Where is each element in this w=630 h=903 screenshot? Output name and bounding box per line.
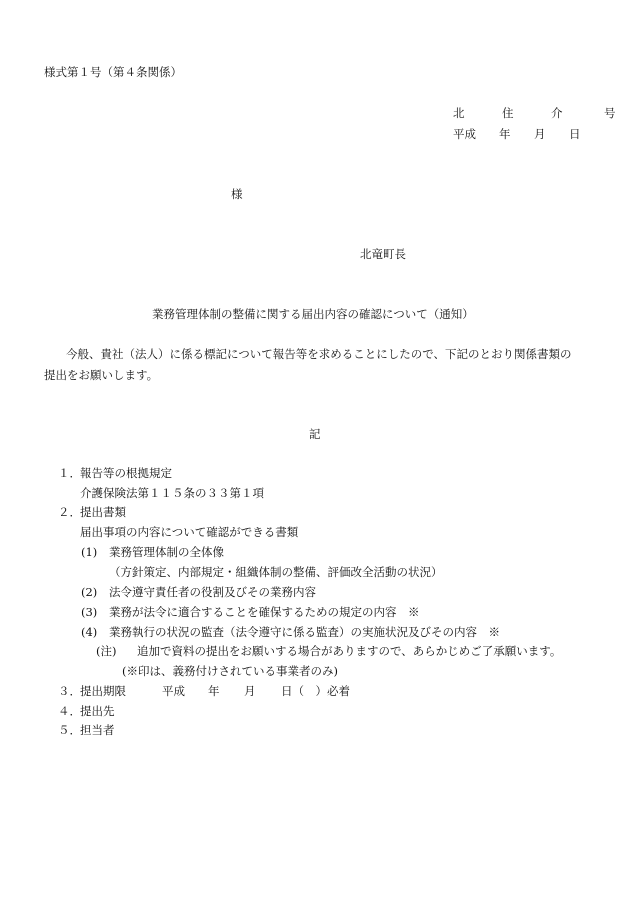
document-title: 業務管理体制の整備に関する届出内容の確認について（通知） [152,307,474,321]
doc-number-part: 介 [551,106,563,120]
deadline-part: 年 [208,684,220,698]
body-line-2: 提出をお願いします。 [44,368,159,382]
ki-heading: 記 [309,427,321,441]
item-3-label: 提出期限 [80,684,126,698]
deadline-part: 平成 [162,684,185,698]
note-asterisk: (※印は、義務付けされている事業者のみ) [122,664,338,678]
deadline-part: 月 [244,684,256,698]
date-part: 日 [569,127,581,141]
item-2-number: ２． [58,505,81,519]
body-line-1: 今般、貴社（法人）に係る標記について報告等を求めることにしたので、下記のとおり関係書類の [66,347,572,361]
sub-2-number: (2) [81,585,98,599]
item-2-detail: 届出事項の内容について確認ができる書類 [80,525,299,539]
item-1-number: １． [58,466,81,480]
deadline-part: 日（ ）必着 [281,684,350,698]
form-label: 様式第１号（第４条関係） [44,65,182,79]
item-1-label: 報告等の根拠規定 [80,466,172,480]
item-4-label: 提出先 [80,704,115,718]
item-2-label: 提出書類 [80,505,126,519]
sub-4-number: (4) [81,625,98,639]
document-date [453,126,581,142]
item-3-number: ３． [58,684,81,698]
deadline-date [162,683,350,699]
sub-2-text: 法令遵守責任者の役割及びその業務内容 [109,585,316,599]
item-5-number: ５． [58,723,81,737]
addressee-suffix: 様 [231,187,243,201]
doc-number-part: 号 [604,106,616,120]
note-label: (注) [96,644,117,658]
sub-1-number: (1) [81,545,98,559]
sub-4-text: 業務執行の状況の監査（法令遵守に係る監査）の実施状況及びその内容 ※ [109,625,500,639]
sub-3-text: 業務が法令に適合することを確保するための規定の内容 ※ [109,605,420,619]
doc-number-part: 住 [502,106,514,120]
sender: 北竜町長 [360,247,406,261]
date-part: 月 [534,127,546,141]
item-5-label: 担当者 [80,723,115,737]
document-number [453,105,616,121]
doc-number-part: 北 [453,106,465,120]
note-text: 追加で資料の提出をお願いする場合がありますので、あらかじめご了承願います。 [137,644,562,658]
sub-1-text: 業務管理体制の全体像 [109,545,224,559]
item-1-detail: 介護保険法第１１５条の３３第１項 [80,486,264,500]
date-part: 平成 [453,127,476,141]
item-4-number: ４． [58,704,81,718]
date-part: 年 [499,127,511,141]
sub-3-number: (3) [81,605,98,619]
sub-1-note: （方針策定、内部規定・組織体制の整備、評価改全活動の状況） [109,565,443,579]
